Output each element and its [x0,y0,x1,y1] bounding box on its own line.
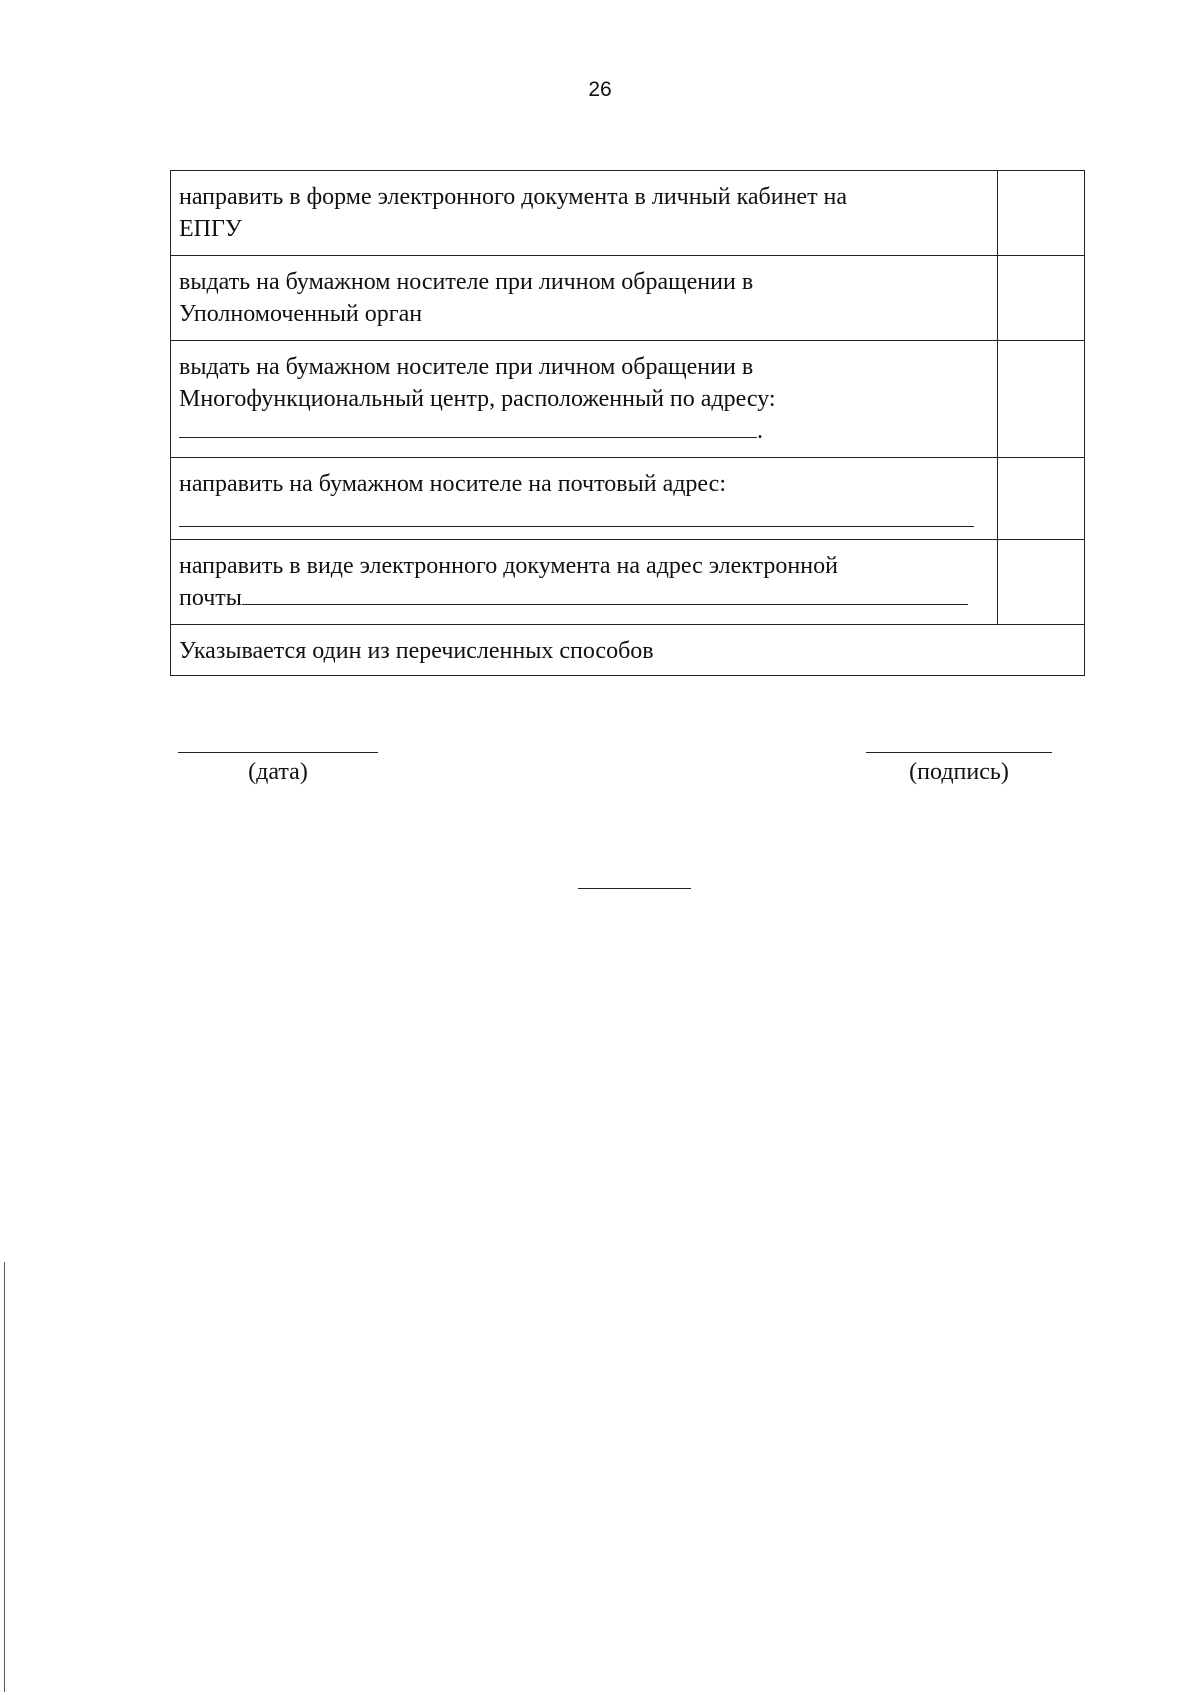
mfc-address-period: . [757,418,763,444]
note-row [171,625,1085,676]
mfc-address-field[interactable] [179,415,757,438]
option-text-cell [171,171,998,256]
date-field[interactable] [178,752,378,753]
option-text-cell [171,341,998,458]
option-text-line: направить в форме электронного документа в личный кабинет на [179,184,848,210]
option-row-authority [171,256,1085,341]
option-text-line: выдать на бумажном носителе при личном обращении в [179,269,754,295]
option-text-line: ЕПГУ [179,216,242,242]
option-row-post [171,458,1085,540]
email-address-field[interactable] [242,582,968,605]
option-text-line: Многофункциональный центр, расположенный по адресу: [179,386,776,412]
option-text-cell [171,256,998,341]
signature-block [866,752,1052,786]
option-checkbox-cell-mfc[interactable] [998,341,1085,458]
signature-caption: (подпись) [909,759,1009,785]
option-text-line: направить на бумажном носителе на почтовый адрес: [179,471,726,497]
option-text-line: выдать на бумажном носителе при личном обращении в [179,354,754,380]
option-row-mfc [171,341,1085,458]
signature-field[interactable] [866,752,1052,753]
option-row-email [171,540,1085,625]
option-text-line: направить в виде электронного документа на адрес электронной [179,553,838,579]
option-row-epgu [171,171,1085,256]
option-text-cell [171,540,998,625]
end-divider [578,888,691,889]
note-text: Указывается один из перечисленных способов [171,625,1085,676]
option-checkbox-cell-epgu[interactable] [998,171,1085,256]
option-text-line: Уполномоченный орган [179,301,423,327]
postal-address-field[interactable] [179,502,974,527]
date-caption: (дата) [248,759,308,785]
page-number: 26 [588,78,612,101]
option-text-cell [171,458,998,540]
delivery-options-table [170,170,1085,676]
option-checkbox-cell-authority[interactable] [998,256,1085,341]
scan-edge-line [4,1262,5,1692]
option-text-line: почты [179,585,242,611]
date-signature-block [178,752,378,786]
option-checkbox-cell-email[interactable] [998,540,1085,625]
option-checkbox-cell-post[interactable] [998,458,1085,540]
